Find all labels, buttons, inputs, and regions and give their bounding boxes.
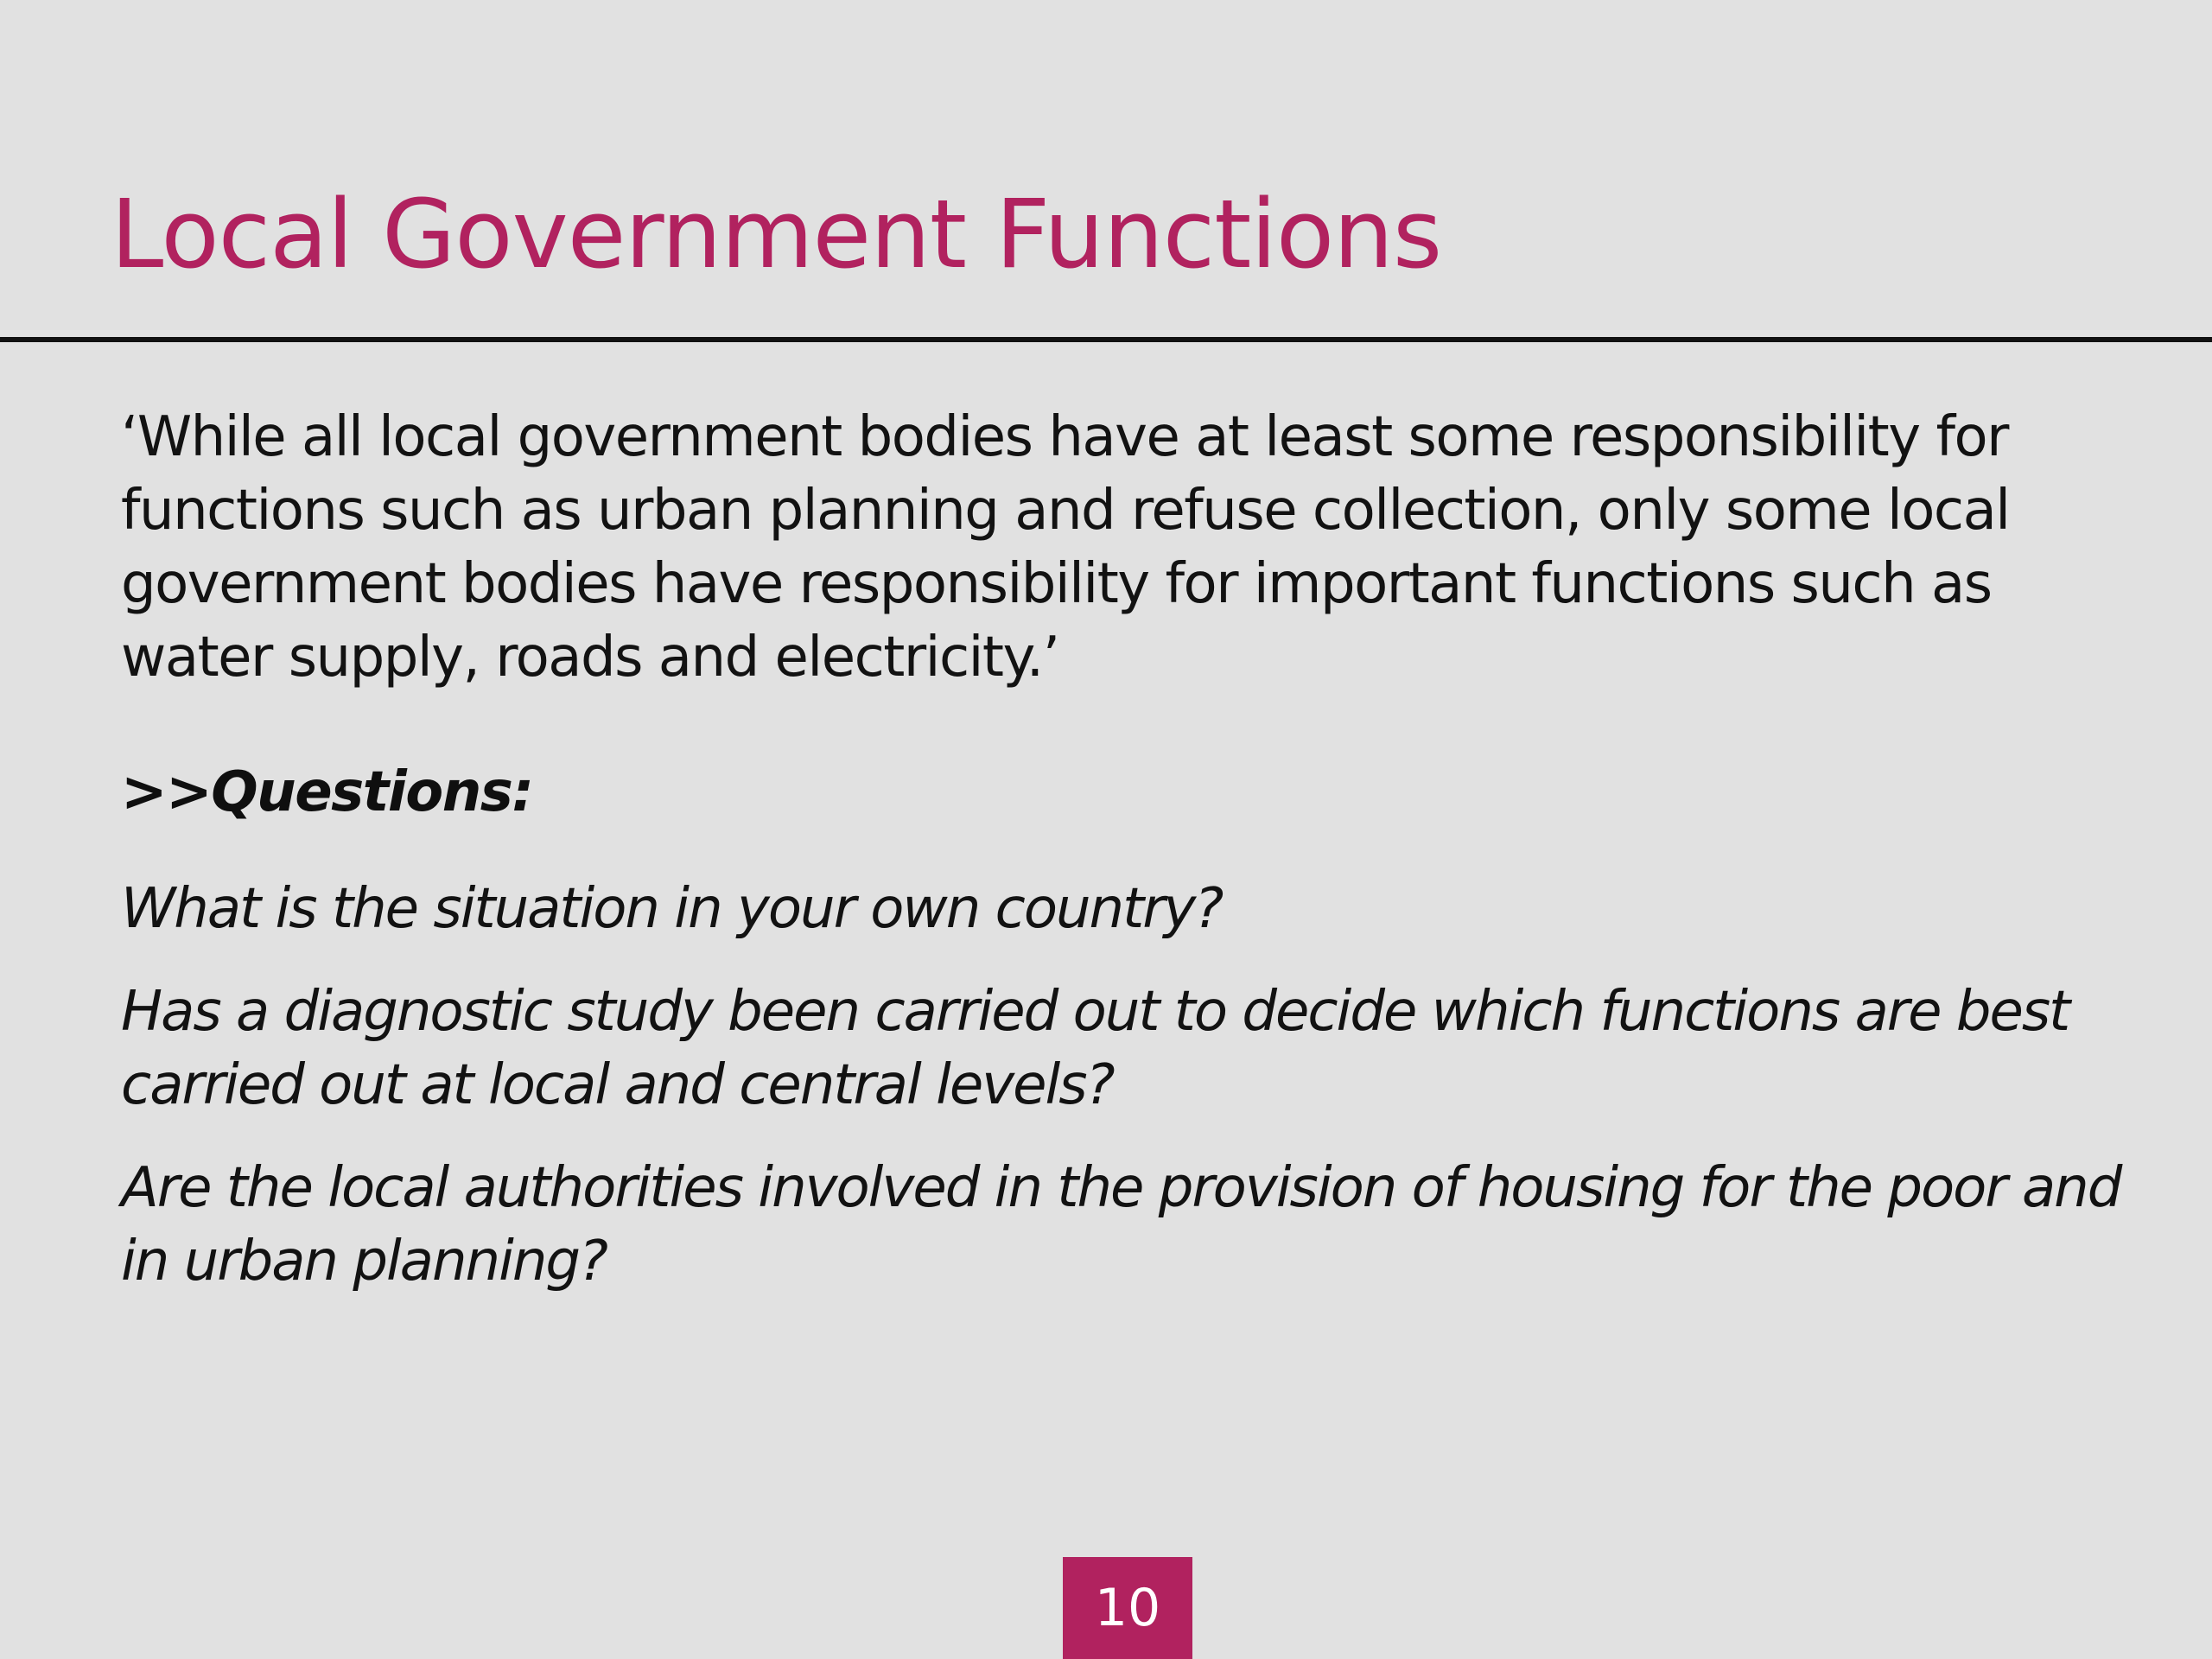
page-number-badge: 10 bbox=[1063, 1557, 1192, 1659]
question-2: Has a diagnostic study been carried out to decide which functions are best carried out at local and central levels? bbox=[121, 980, 2069, 1117]
question-1: What is the situation in your own country? bbox=[121, 877, 1223, 941]
question-3: Are the local authorities involved in the provision of housing for the poor and in urban planning? bbox=[121, 1156, 2121, 1294]
slide-title: Local Government Functions bbox=[111, 179, 1442, 289]
quote-paragraph: ‘While all local government bodies have at least some responsibility for functions such as urban planning and refuse collection, only some local government bodies have responsibility for important functions such as water supply, roads and electricity.’ bbox=[121, 405, 2010, 690]
questions-heading: >>Questions: bbox=[121, 760, 533, 824]
title-divider bbox=[0, 337, 2212, 342]
slide-body bbox=[121, 401, 2126, 1299]
